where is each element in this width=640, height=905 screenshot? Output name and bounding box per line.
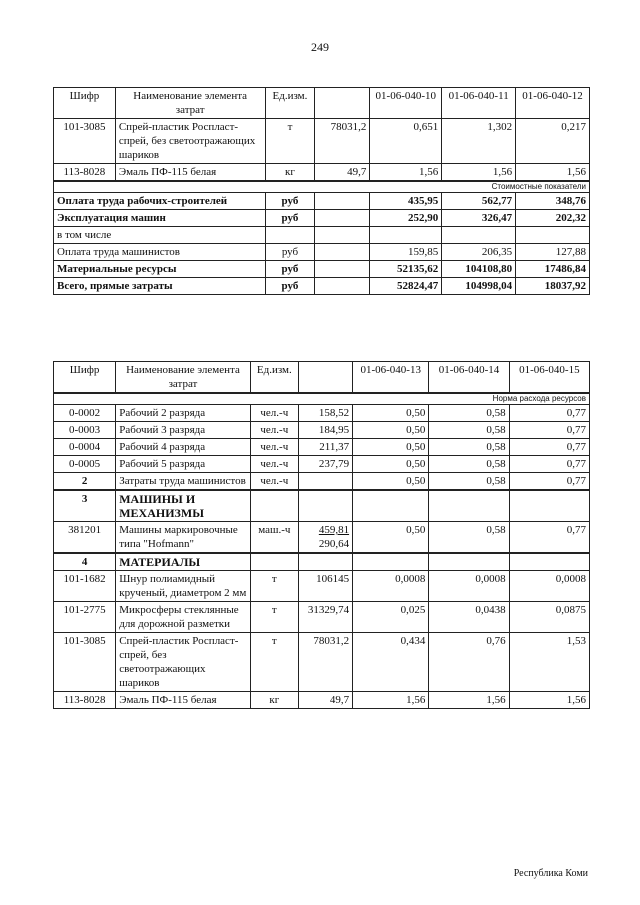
row-value-1: 0,434 bbox=[353, 633, 429, 692]
table-row bbox=[54, 439, 590, 456]
row-value-3: 202,32 bbox=[516, 210, 590, 227]
row-price bbox=[315, 227, 370, 244]
row-unit: т bbox=[250, 633, 298, 692]
cost-row bbox=[54, 278, 590, 295]
row-unit: руб bbox=[265, 261, 315, 278]
row-value-1: 252,90 bbox=[370, 210, 442, 227]
row-value-3: 0,77 bbox=[509, 473, 589, 491]
header-col-3: 01-06-040-12 bbox=[516, 88, 590, 119]
row-value-1: 0,50 bbox=[353, 422, 429, 439]
row-value-2: 0,58 bbox=[429, 473, 509, 491]
row-code: 2 bbox=[54, 473, 116, 491]
row-name: Всего, прямые затраты bbox=[54, 278, 266, 295]
section-row bbox=[54, 181, 590, 193]
price-bottom: 290,64 bbox=[318, 538, 350, 550]
row-name: Оплата труда рабочих-строителей bbox=[54, 193, 266, 210]
row-code: 101-2775 bbox=[54, 602, 116, 633]
cost-row bbox=[54, 227, 590, 244]
table-header-row bbox=[54, 88, 590, 119]
row-value-1: 0,50 bbox=[353, 405, 429, 422]
price-top: 459,81 bbox=[318, 524, 350, 536]
row-unit: руб bbox=[265, 244, 315, 261]
row-unit: т bbox=[250, 602, 298, 633]
row-code: 0-0004 bbox=[54, 439, 116, 456]
row-name: Рабочий 2 разряда bbox=[116, 405, 251, 422]
row-price: 184,95 bbox=[298, 422, 352, 439]
row-value-2: 326,47 bbox=[442, 210, 516, 227]
row-value-2: 0,76 bbox=[429, 633, 509, 692]
row-value-2: 1,56 bbox=[429, 692, 509, 709]
row-price: 106145 bbox=[298, 571, 352, 602]
footer-region: Республика Коми bbox=[513, 868, 588, 879]
row-unit: чел.-ч bbox=[250, 439, 298, 456]
row-code: 101-1682 bbox=[54, 571, 116, 602]
row-name: Материальные ресурсы bbox=[54, 261, 266, 278]
row-price: 158,52 bbox=[298, 405, 352, 422]
row-value-1: 0,0008 bbox=[353, 571, 429, 602]
row-value-2: 562,77 bbox=[442, 193, 516, 210]
row-value-1: 1,56 bbox=[370, 164, 442, 182]
row-value-1: 0,50 bbox=[353, 456, 429, 473]
row-value-2: 0,58 bbox=[429, 405, 509, 422]
row-price: 31329,74 bbox=[298, 602, 352, 633]
row-code: 113-8028 bbox=[54, 164, 116, 182]
row-value-3: 348,76 bbox=[516, 193, 590, 210]
header-unit: Ед.изм. bbox=[250, 362, 298, 394]
row-value-2: 1,56 bbox=[442, 164, 516, 182]
row-price bbox=[315, 193, 370, 210]
row-price: 78031,2 bbox=[298, 633, 352, 692]
header-unit: Ед.изм. bbox=[265, 88, 315, 119]
section-label: Стоимостные показатели bbox=[54, 181, 590, 193]
row-value-2: 1,302 bbox=[442, 119, 516, 164]
row-name: Шнур полиамидный крученый, диаметром 2 мм bbox=[116, 571, 251, 602]
row-name: Эксплуатация машин bbox=[54, 210, 266, 227]
section-row bbox=[54, 393, 590, 405]
header-name: Наименование элемента затрат bbox=[116, 362, 251, 394]
row-name: Оплата труда машинистов bbox=[54, 244, 266, 261]
empty-cell bbox=[429, 490, 509, 522]
row-name: Затраты труда машинистов bbox=[116, 473, 251, 491]
row-value-3: 0,77 bbox=[509, 456, 589, 473]
row-price bbox=[298, 522, 352, 554]
row-name: Рабочий 3 разряда bbox=[116, 422, 251, 439]
table-row bbox=[54, 602, 590, 633]
row-value-2: 0,0438 bbox=[429, 602, 509, 633]
empty-cell bbox=[353, 490, 429, 522]
section-label: Норма расхода ресурсов bbox=[54, 393, 590, 405]
table-row bbox=[54, 405, 590, 422]
row-name: Микросферы стеклянные для дорожной разметки bbox=[116, 602, 251, 633]
header-price bbox=[298, 362, 352, 394]
group-header-row bbox=[54, 553, 590, 571]
row-price bbox=[315, 210, 370, 227]
row-value-2: 0,58 bbox=[429, 456, 509, 473]
table-row bbox=[54, 164, 590, 182]
row-value-3: 18037,92 bbox=[516, 278, 590, 295]
row-code: 101-3085 bbox=[54, 633, 116, 692]
row-price bbox=[298, 473, 352, 491]
row-value-2: 206,35 bbox=[442, 244, 516, 261]
row-code: 381201 bbox=[54, 522, 116, 554]
row-value-1: 0,025 bbox=[353, 602, 429, 633]
header-col-1: 01-06-040-13 bbox=[353, 362, 429, 394]
row-name: Машины маркировочные типа "Hofmann" bbox=[116, 522, 251, 554]
row-value-1: 435,95 bbox=[370, 193, 442, 210]
row-value-1: 0,50 bbox=[353, 439, 429, 456]
empty-cell bbox=[298, 490, 352, 522]
row-unit: т bbox=[265, 119, 315, 164]
row-value-3: 1,56 bbox=[509, 692, 589, 709]
empty-cell bbox=[298, 553, 352, 571]
empty-cell bbox=[250, 553, 298, 571]
row-price bbox=[315, 261, 370, 278]
row-unit bbox=[265, 227, 315, 244]
group-code: 4 bbox=[54, 553, 116, 571]
header-col-2: 01-06-040-14 bbox=[429, 362, 509, 394]
row-name: Спрей-пластик Роспласт-спрей, без светоотражающих шариков bbox=[116, 633, 251, 692]
header-name: Наименование элемента затрат bbox=[115, 88, 265, 119]
row-unit: маш.-ч bbox=[250, 522, 298, 554]
row-unit: чел.-ч bbox=[250, 422, 298, 439]
machinist-row bbox=[54, 473, 590, 491]
row-value-3: 0,77 bbox=[509, 522, 589, 554]
row-value-2: 0,58 bbox=[429, 422, 509, 439]
empty-cell bbox=[429, 553, 509, 571]
row-name: Рабочий 4 разряда bbox=[116, 439, 251, 456]
row-code: 0-0002 bbox=[54, 405, 116, 422]
page-number: 249 bbox=[311, 40, 329, 54]
row-value-2: 0,0008 bbox=[429, 571, 509, 602]
row-unit: руб bbox=[265, 193, 315, 210]
row-code: 101-3085 bbox=[54, 119, 116, 164]
header-col-2: 01-06-040-11 bbox=[442, 88, 516, 119]
table-row bbox=[54, 456, 590, 473]
table-row bbox=[54, 692, 590, 709]
table-row bbox=[54, 633, 590, 692]
group-name: МАШИНЫ И МЕХАНИЗМЫ bbox=[116, 490, 251, 522]
table-header-row bbox=[54, 362, 590, 394]
row-value-3: 127,88 bbox=[516, 244, 590, 261]
row-unit: кг bbox=[265, 164, 315, 182]
row-value-1 bbox=[370, 227, 442, 244]
table-row bbox=[54, 119, 590, 164]
header-code: Шифр bbox=[54, 362, 116, 394]
row-price bbox=[315, 244, 370, 261]
row-value-3: 1,56 bbox=[516, 164, 590, 182]
row-unit: т bbox=[250, 571, 298, 602]
row-price: 211,37 bbox=[298, 439, 352, 456]
group-name: МАТЕРИАЛЫ bbox=[116, 553, 251, 571]
row-price bbox=[315, 278, 370, 295]
cost-row bbox=[54, 261, 590, 278]
row-value-1: 159,85 bbox=[370, 244, 442, 261]
row-unit: руб bbox=[265, 278, 315, 295]
row-value-3: 0,217 bbox=[516, 119, 590, 164]
header-price bbox=[315, 88, 370, 119]
empty-cell bbox=[509, 553, 589, 571]
row-value-2 bbox=[442, 227, 516, 244]
row-value-1: 0,50 bbox=[353, 522, 429, 554]
row-unit: кг bbox=[250, 692, 298, 709]
row-unit: чел.-ч bbox=[250, 473, 298, 491]
row-value-1: 0,50 bbox=[353, 473, 429, 491]
row-value-2: 104108,80 bbox=[442, 261, 516, 278]
row-value-1: 52824,47 bbox=[370, 278, 442, 295]
cost-row bbox=[54, 244, 590, 261]
group-code: 3 bbox=[54, 490, 116, 522]
header-code: Шифр bbox=[54, 88, 116, 119]
row-name: Спрей-пластик Роспласт-спрей, без светоотражающих шариков bbox=[115, 119, 265, 164]
row-value-3: 0,0875 bbox=[509, 602, 589, 633]
row-value-3: 0,77 bbox=[509, 439, 589, 456]
table-row bbox=[54, 422, 590, 439]
row-value-1: 1,56 bbox=[353, 692, 429, 709]
empty-cell bbox=[250, 490, 298, 522]
row-value-3 bbox=[516, 227, 590, 244]
row-code: 113-8028 bbox=[54, 692, 116, 709]
row-value-1: 0,651 bbox=[370, 119, 442, 164]
empty-cell bbox=[353, 553, 429, 571]
row-name: Эмаль ПФ-115 белая bbox=[116, 692, 251, 709]
row-name: Рабочий 5 разряда bbox=[116, 456, 251, 473]
resource-table-1 bbox=[53, 87, 590, 295]
row-name: Эмаль ПФ-115 белая bbox=[115, 164, 265, 182]
header-col-1: 01-06-040-10 bbox=[370, 88, 442, 119]
row-value-2: 0,58 bbox=[429, 522, 509, 554]
group-header-row bbox=[54, 490, 590, 522]
row-value-2: 0,58 bbox=[429, 439, 509, 456]
row-code: 0-0005 bbox=[54, 456, 116, 473]
cost-row bbox=[54, 193, 590, 210]
machine-row bbox=[54, 522, 590, 554]
row-value-3: 0,0008 bbox=[509, 571, 589, 602]
resource-table-2 bbox=[53, 361, 590, 709]
row-unit: чел.-ч bbox=[250, 405, 298, 422]
row-price: 49,7 bbox=[298, 692, 352, 709]
header-col-3: 01-06-040-15 bbox=[509, 362, 589, 394]
row-value-3: 17486,84 bbox=[516, 261, 590, 278]
row-value-2: 104998,04 bbox=[442, 278, 516, 295]
row-code: 0-0003 bbox=[54, 422, 116, 439]
row-value-3: 0,77 bbox=[509, 422, 589, 439]
row-unit: руб bbox=[265, 210, 315, 227]
row-value-3: 0,77 bbox=[509, 405, 589, 422]
row-value-3: 1,53 bbox=[509, 633, 589, 692]
row-name: в том числе bbox=[54, 227, 266, 244]
empty-cell bbox=[509, 490, 589, 522]
row-price: 237,79 bbox=[298, 456, 352, 473]
row-price: 78031,2 bbox=[315, 119, 370, 164]
row-unit: чел.-ч bbox=[250, 456, 298, 473]
cost-row bbox=[54, 210, 590, 227]
row-price: 49,7 bbox=[315, 164, 370, 182]
table-row bbox=[54, 571, 590, 602]
row-value-1: 52135,62 bbox=[370, 261, 442, 278]
